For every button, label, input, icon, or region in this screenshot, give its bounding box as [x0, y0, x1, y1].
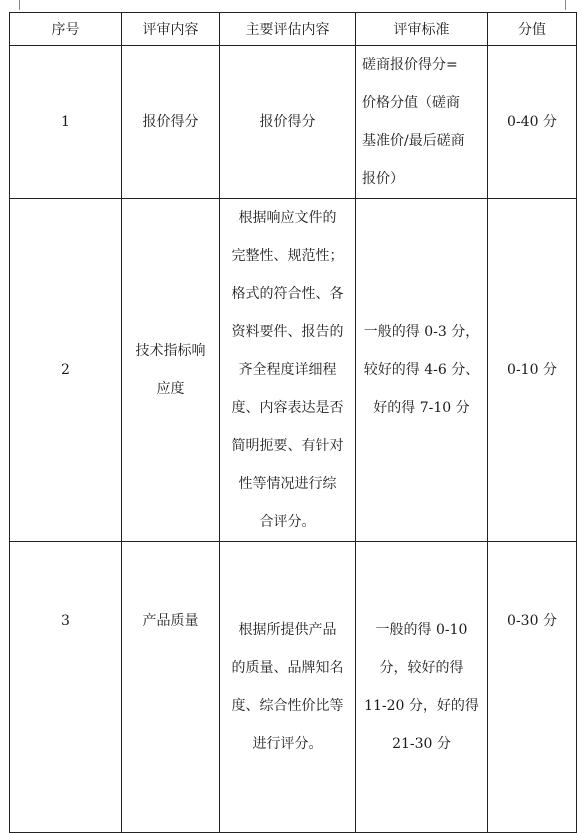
cell-main: 报价得分 — [220, 46, 356, 199]
table-row — [10, 199, 577, 542]
header-content: 评审内容 — [122, 13, 220, 46]
cell-no: 1 — [10, 46, 122, 199]
header-main: 主要评估内容 — [220, 13, 356, 46]
cell-main: 根据所提供产品 的质量、品牌知名 度、综合性价比等 进行评分。 — [220, 542, 356, 833]
cell-score: 0-10 分 — [488, 199, 577, 542]
cell-content: 产品质量 — [122, 542, 220, 833]
cell-standard: 磋商报价得分= 价格分值（磋商 基准价/最后磋商 报价） — [356, 46, 488, 199]
page-edge-mark — [19, 0, 20, 10]
cell-content: 报价得分 — [122, 46, 220, 199]
header-score: 分值 — [488, 13, 577, 46]
cell-score: 0-30 分 — [488, 542, 577, 833]
cell-no: 2 — [10, 199, 122, 542]
cell-no: 3 — [10, 542, 122, 833]
cell-standard: 一般的得 0-3 分， 较好的得 4-6 分、 好的得 7-10 分 — [356, 199, 488, 542]
page-edge-marks — [0, 0, 586, 12]
table-header-row — [10, 13, 577, 46]
cell-main: 根据响应文件的 完整性、规范性； 格式的符合性、各 资料要件、报告的 齐全程度详细程 度、内容表达是否 简明扼要、有针对 性等情况进行综 合评分。 — [220, 199, 356, 542]
cell-standard: 一般的得 0-10 分，较好的得 11-20 分，好的得 21-30 分 — [356, 542, 488, 833]
table-row — [10, 542, 577, 833]
cell-score: 0-40 分 — [488, 46, 577, 199]
cell-content: 技术指标响 应度 — [122, 199, 220, 542]
header-standard: 评审标准 — [356, 13, 488, 46]
header-no: 序号 — [10, 13, 122, 46]
page-edge-mark — [565, 0, 566, 10]
evaluation-table — [9, 12, 577, 833]
table-row — [10, 46, 577, 199]
